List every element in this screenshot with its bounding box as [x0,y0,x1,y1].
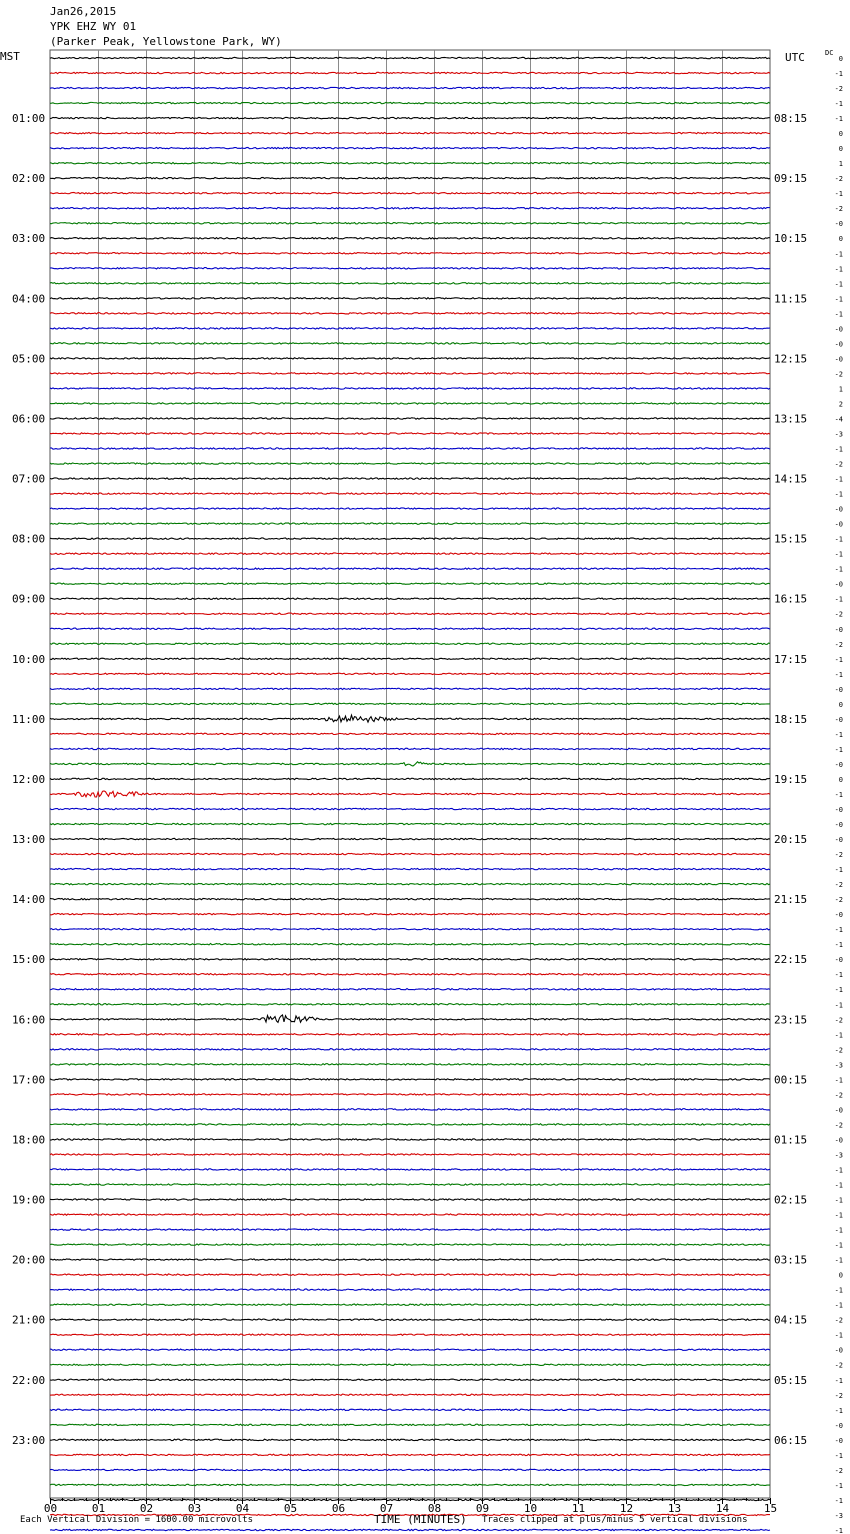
x-tick-label: 01 [91,1502,106,1515]
dc-offset-value: -1 [834,250,843,259]
left-axis-title: MST [0,50,20,63]
dc-offset-value: -1 [834,310,843,319]
dc-offset-value: -2 [834,1391,843,1400]
x-tick-label: 03 [187,1502,202,1515]
mst-hour-label: 22:00 [12,1373,46,1387]
dc-offset-value: -1 [834,655,843,664]
dc-offset-value: -3 [834,430,843,439]
dc-offset-value: -1 [834,1481,843,1490]
seismic-trace [50,538,770,539]
utc-hour-label: 05:15 [774,1373,808,1387]
seismic-trace [50,928,770,929]
dc-offset-value: 1 [838,385,843,394]
seismic-trace [50,433,770,434]
seismic-trace [50,1139,770,1140]
dc-offset-value: -1 [834,1181,843,1190]
dc-offset-value: -1 [834,295,843,304]
seismic-trace [50,1229,770,1230]
mst-hour-label: 16:00 [12,1013,46,1027]
utc-hour-label: 01:15 [774,1133,808,1147]
seismic-trace [50,1379,770,1380]
dc-offset-value: -2 [834,610,843,619]
seismic-trace [50,238,770,239]
dc-offset-value: -0 [834,325,843,334]
seismic-trace [50,358,770,359]
seismic-trace [50,1199,770,1200]
dc-offset-value: -1 [834,1451,843,1460]
seismic-trace [50,1004,770,1005]
dc-offset-value: -0 [834,505,843,514]
seismic-trace [50,1529,770,1530]
dc-offset-value: -0 [834,836,843,845]
seismic-trace [50,373,770,374]
utc-hour-label: 03:15 [774,1253,808,1267]
dc-offset-value: -0 [834,1346,843,1355]
x-axis-title: TIME (MINUTES) [374,1513,467,1526]
dc-offset-value: -2 [834,1091,843,1100]
dc-offset-value: -1 [834,100,843,109]
seismic-trace [50,1124,770,1125]
right-axis-title: UTC [785,51,805,64]
mst-hour-label: 19:00 [12,1193,46,1207]
seismic-trace [50,72,770,73]
dc-offset-value: -2 [834,896,843,905]
seismic-trace [50,568,770,569]
dc-offset-value: -1 [834,565,843,574]
seismic-trace [50,147,770,148]
dc-offset-value: -1 [834,1031,843,1040]
seismic-trace [50,1274,770,1275]
dc-offset-value: -2 [834,460,843,469]
seismic-trace [50,1424,770,1425]
dc-offset-value: -1 [834,866,843,875]
dc-offset-value: -2 [834,205,843,214]
seismic-trace [50,883,770,884]
seismic-trace [50,1064,770,1065]
mst-hour-label: 17:00 [12,1073,46,1087]
dc-offset-value: -1 [834,1001,843,1010]
utc-hour-label: 14:15 [774,472,808,486]
mst-hour-label: 18:00 [12,1133,46,1147]
dc-offset-value: -1 [834,1256,843,1265]
dc-offset-value: -2 [834,370,843,379]
utc-hour-label: 23:15 [774,1013,808,1027]
dc-offset-value: 0 [838,55,843,63]
seismic-trace [50,1034,770,1035]
dc-offset-value: -4 [834,415,843,424]
seismic-trace [50,1304,770,1305]
seismic-trace [50,313,770,314]
utc-hour-label: 08:15 [774,112,808,126]
utc-hour-label: 02:15 [774,1193,808,1207]
dc-offset-value: -3 [834,1511,843,1520]
mst-hour-label: 15:00 [12,953,46,967]
x-tick-label: 12 [619,1502,634,1515]
mst-hour-label: 04:00 [12,292,46,306]
x-tick-label: 00 [43,1502,58,1515]
seismic-trace [50,778,770,779]
dc-offset-value: -2 [834,851,843,860]
seismic-trace [50,1319,770,1320]
seismic-trace [50,192,770,193]
dc-offset-value: 0 [838,1271,843,1280]
seismic-trace [50,1079,770,1080]
dc-offset-value: -1 [834,1526,843,1534]
seismic-trace [50,853,770,854]
seismic-trace [50,87,770,88]
seismic-trace [50,448,770,449]
x-tick-label: 10 [523,1502,538,1515]
seismic-trace [50,1049,770,1050]
utc-hour-label: 21:15 [774,893,808,907]
mst-hour-label: 08:00 [12,532,46,546]
seismic-trace [50,208,770,209]
seismic-trace [50,913,770,914]
mst-hour-label: 06:00 [12,412,46,426]
dc-offset-value: -1 [834,986,843,995]
dc-offset-value: -0 [834,715,843,724]
seismic-trace [50,177,770,178]
dc-offset-value: -1 [834,1331,843,1340]
seismic-trace [50,943,770,944]
mst-hour-label: 03:00 [12,232,46,246]
dc-offset-value: -0 [834,355,843,364]
dc-offset-value: -2 [834,1316,843,1325]
dc-offset-value: -0 [834,806,843,814]
dc-offset-value: -2 [834,881,843,890]
mst-hour-label: 10:00 [12,652,46,666]
station-code: YPK EHZ WY 01 [50,20,137,33]
seismic-trace [50,1015,770,1022]
seismic-trace [50,1364,770,1365]
seismic-trace [50,102,770,103]
seismic-trace [50,715,770,722]
seismic-trace [50,1349,770,1350]
seismic-trace [50,658,770,659]
dc-offset-value: -1 [834,1496,843,1505]
seismic-trace [50,1154,770,1155]
dc-offset-value: -1 [834,280,843,289]
mst-hour-label: 11:00 [12,712,46,726]
utc-hour-label: 12:15 [774,352,808,366]
mst-hour-label: 13:00 [12,833,46,847]
dc-offset-value: -2 [834,1361,843,1370]
seismic-trace [50,388,770,389]
seismic-trace [50,493,770,494]
seismic-trace [50,418,770,419]
seismic-trace [50,613,770,614]
dc-offset-value: -0 [834,625,843,634]
utc-hour-label: 04:15 [774,1313,808,1327]
dc-offset-value: 0 [838,775,843,784]
utc-hour-label: 20:15 [774,833,808,847]
seismic-trace [50,643,770,644]
dc-offset-value: -3 [834,1061,843,1070]
utc-hour-label: 16:15 [774,592,808,606]
dc-offset-value: -1 [834,971,843,980]
mst-hour-label: 09:00 [12,592,46,606]
seismic-trace [50,298,770,299]
seismic-trace [50,1109,770,1110]
utc-hour-label: 13:15 [774,412,808,426]
dc-offset-value: -2 [834,640,843,649]
dc-offset-value: -1 [834,1166,843,1175]
dc-offset-value: -1 [834,115,843,124]
mst-hour-label: 12:00 [12,772,46,786]
dc-offset-value: -1 [834,595,843,604]
dc-offset-value: -1 [834,730,843,739]
dc-offset-value: -1 [834,445,843,454]
dc-offset-title: DC [825,49,834,57]
seismic-trace [50,583,770,584]
dc-offset-value: 2 [838,400,843,409]
utc-hour-label: 06:15 [774,1433,808,1447]
dc-offset-value: -1 [834,745,843,754]
dc-offset-value: -1 [834,490,843,499]
seismic-trace [50,57,770,58]
seismic-trace [50,1454,770,1455]
x-tick-label: 07 [379,1502,394,1515]
x-tick-label: 09 [475,1502,490,1515]
seismic-trace [50,808,770,809]
seismic-trace [50,703,770,704]
utc-hour-label: 18:15 [774,712,808,726]
seismic-trace [50,898,770,899]
x-tick-label: 08 [427,1502,442,1515]
dc-offset-value: 0 [838,145,843,154]
dc-offset-value: 0 [838,700,843,709]
dc-offset-value: -2 [834,175,843,184]
dc-offset-value: -0 [834,1136,843,1145]
seismic-trace [50,1439,770,1440]
utc-hour-label: 11:15 [774,292,808,306]
seismic-trace [50,403,770,404]
seismic-trace [50,253,770,254]
seismic-trace [50,343,770,344]
dc-offset-value: -2 [834,1466,843,1475]
dc-offset-value: -1 [834,265,843,274]
x-tick-label: 13 [667,1502,682,1515]
seismic-trace [50,1244,770,1245]
vertical-division-note: Each Vertical Division = 1600.00 microvolts [20,1515,253,1525]
x-tick-label: 05 [283,1502,298,1515]
clip-note: Traces clipped at plus/minus 5 vertical divisions [482,1515,748,1525]
seismic-trace [50,478,770,479]
recording-date: Jan26,2015 [50,5,117,18]
x-tick-label: 02 [139,1502,154,1515]
seismic-trace [50,328,770,329]
dc-offset-value: -1 [834,1241,843,1250]
seismic-trace [50,523,770,524]
seismic-trace [50,1334,770,1335]
utc-hour-label: 15:15 [774,532,808,546]
dc-offset-value: -0 [834,220,843,229]
seismic-trace [50,117,770,118]
seismic-trace [50,791,770,797]
seismic-trace [50,1289,770,1290]
dc-offset-value: -1 [834,550,843,559]
dc-offset-value: -0 [834,911,843,920]
dc-offset-value: -0 [834,580,843,589]
seismic-trace [50,1184,770,1185]
dc-offset-value: -2 [834,1046,843,1055]
seismic-trace [50,1469,770,1470]
dc-offset-value: -3 [834,1151,843,1160]
seismic-trace [50,628,770,629]
dc-offset-value: -0 [834,956,843,965]
seismic-trace [50,223,770,224]
seismic-trace [50,283,770,284]
seismic-trace [50,868,770,869]
dc-offset-value: -1 [834,1076,843,1085]
utc-hour-label: 10:15 [774,232,808,246]
seismic-trace [50,959,770,960]
mst-hour-label: 14:00 [12,893,46,907]
seismic-trace [50,748,770,749]
seismic-trace [50,1169,770,1170]
seismic-trace [50,762,770,766]
x-tick-label: 15 [763,1502,778,1515]
utc-hour-label: 17:15 [774,652,808,666]
seismic-trace [50,132,770,133]
dc-offset-value: -0 [834,760,843,769]
seismic-trace [50,508,770,509]
mst-hour-label: 21:00 [12,1313,46,1327]
seismic-trace [50,989,770,990]
dc-offset-value: -0 [834,1106,843,1115]
seismic-trace [50,1394,770,1395]
dc-offset-value: -2 [834,1016,843,1025]
x-tick-label: 11 [571,1502,586,1515]
dc-offset-value: -1 [834,670,843,679]
seismic-trace [50,688,770,689]
x-tick-label: 14 [715,1502,730,1515]
seismic-trace [50,974,770,975]
mst-hour-label: 02:00 [12,172,46,186]
dc-offset-value: -1 [834,1226,843,1235]
seismic-trace [50,162,770,163]
x-tick-label: 06 [331,1502,346,1515]
seismic-trace [50,838,770,839]
dc-offset-value: -1 [834,190,843,199]
dc-offset-value: -1 [834,790,843,799]
dc-offset-value: -2 [834,85,843,94]
dc-offset-value: -1 [834,1301,843,1310]
seismic-trace [50,1214,770,1215]
dc-offset-value: 0 [838,130,843,139]
dc-offset-value: -0 [834,685,843,694]
dc-offset-value: -1 [834,535,843,544]
utc-hour-label: 22:15 [774,953,808,967]
seismic-trace [50,1484,770,1485]
mst-hour-label: 05:00 [12,352,46,366]
dc-offset-value: -1 [834,1286,843,1295]
dc-offset-value: -1 [834,1196,843,1205]
seismic-trace [50,1094,770,1095]
dc-offset-value: -2 [834,1121,843,1130]
mst-hour-label: 01:00 [12,112,46,126]
utc-hour-label: 00:15 [774,1073,808,1087]
dc-offset-value: -1 [834,1406,843,1415]
x-tick-label: 04 [235,1502,250,1515]
seismic-trace [50,733,770,734]
dc-offset-value: -0 [834,520,843,529]
mst-hour-label: 20:00 [12,1253,46,1267]
dc-offset-value: 0 [838,235,843,244]
seismic-trace [50,1259,770,1260]
dc-offset-value: 1 [838,160,843,169]
dc-offset-value: -0 [834,1421,843,1430]
dc-offset-value: -1 [834,475,843,484]
seismic-trace [50,553,770,554]
station-location: (Parker Peak, Yellowstone Park, WY) [50,35,282,48]
dc-offset-value: -1 [834,1376,843,1385]
dc-offset-value: -1 [834,70,843,79]
seismic-trace [50,673,770,674]
seismic-trace [50,598,770,599]
dc-offset-value: -0 [834,1436,843,1445]
mst-hour-label: 23:00 [12,1433,46,1447]
seismic-trace [50,463,770,464]
dc-offset-value: -1 [834,926,843,935]
utc-hour-label: 19:15 [774,772,808,786]
seismic-trace [50,268,770,269]
dc-offset-value: -0 [834,340,843,349]
dc-offset-value: -0 [834,821,843,830]
dc-offset-value: -1 [834,1211,843,1220]
dc-offset-value: -1 [834,941,843,950]
seismic-trace [50,823,770,824]
seismic-trace [50,1409,770,1410]
mst-hour-label: 07:00 [12,472,46,486]
utc-hour-label: 09:15 [774,172,808,186]
